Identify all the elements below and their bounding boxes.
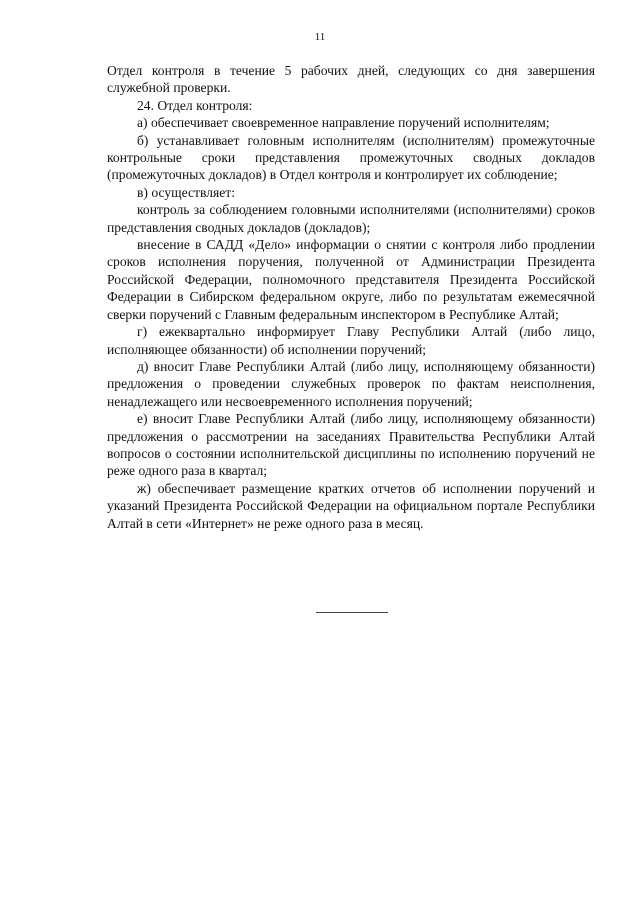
paragraph-item-24-heading: 24. Отдел контроля: <box>137 97 253 113</box>
document-body <box>107 62 595 532</box>
page-number: 11 <box>314 31 326 43</box>
paragraph-proverka-continuation: Отдел контроля в течение 5 рабочих дней, следующих со дня завершения служебной проверки. <box>107 63 595 96</box>
paragraph-item-a: а) обеспечивает своевременное направление поручений исполнителям; <box>137 115 550 131</box>
paragraph-item-d: д) вносит Главе Республики Алтай (либо лицу, исполняющему обязанности) предложения о проведении служебных проверок по фактам неисполнения, ненадлежащего или несвоевременного исполнения поручений; <box>107 358 595 409</box>
paragraph-item-zh: ж) обеспечивает размещение кратких отчетов об исполнении поручений и указаний Президента Российской Федерации на официальном портале Республики Алтай в сети «Интернет» не реже одного раза в месяц. <box>107 480 595 531</box>
paragraph-item-g: г) ежеквартально информирует Главу Республики Алтай (либо лицо, исполняющее обязанности) об исполнении поручений; <box>107 324 595 357</box>
paragraph-item-v: в) осуществляет: <box>137 184 235 200</box>
paragraph-item-v-sadd: внесение в САДД «Дело» информации о снятии с контроля либо продлении сроков исполнения поручения, полученной от Администрации Президента Российской Федерации, полномочного представителя Президента Российской Федерации в Сибирском федеральном округе, либо по результатам ежемесячной сверки поручений с Главным федеральным инспектором в Республике Алтай; <box>107 237 595 322</box>
paragraph-item-v-control: контроль за соблюдением головными исполнителями (исполнителями) сроков представления сводных докладов (докладов); <box>107 202 595 235</box>
paragraph-item-b: б) устанавливает головным исполнителям (исполнителям) промежуточные контрольные сроки представления промежуточных сводных докладов (промежуточных докладов) в Отдел контроля и контролирует их соблюдение; <box>107 132 595 183</box>
end-of-document-rule <box>316 612 388 613</box>
paragraph-item-e: е) вносит Главе Республики Алтай (либо лицу, исполняющему обязанности) предложения о рассмотрении на заседаниях Правительства Республики Алтай вопросов о состоянии исполнительской дисциплины по исполнению поручений не реже одного раза в квартал; <box>107 411 595 479</box>
